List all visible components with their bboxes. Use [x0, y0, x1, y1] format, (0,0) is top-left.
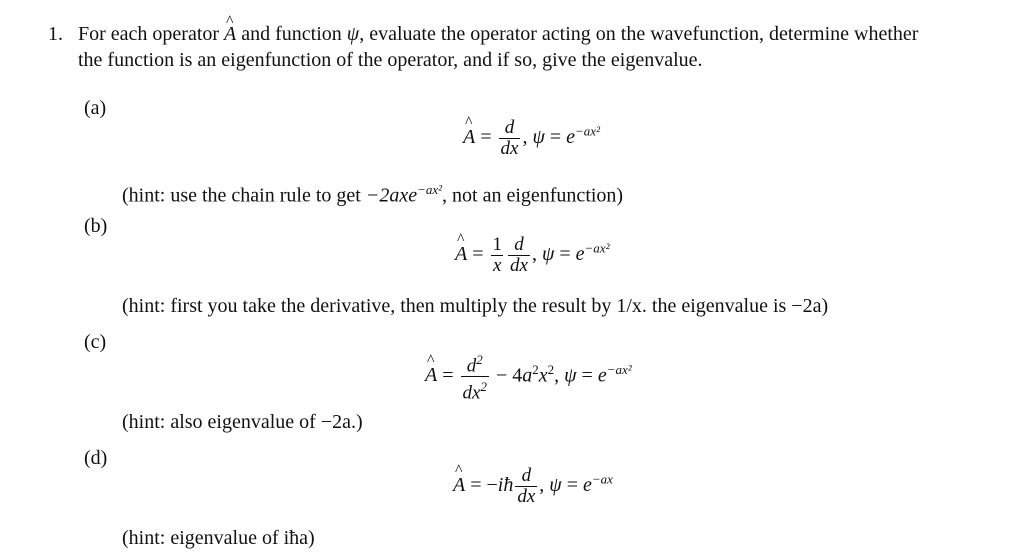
hint-a: (hint: use the chain rule to get −2axe$^{-ax^2}$, not an eigenfunction)	[122, 182, 624, 207]
equation-c: ^ A = $\frac{d^2}{dx^2}$ − $4a^2x^2$, $\psi = e^{-ax^2}$	[425, 350, 632, 404]
equation-d: ^ A = −iħ $\frac{d}{dx}$ , $\psi = e^{-ax}$	[453, 466, 613, 507]
hint-b: (hint: first you take the derivative, then multiply the result by 1/x. the eigenvalue is −2a)	[122, 295, 829, 317]
equation-a: ^ A = $\frac{d}{dx}$ , $\psi = e^{-ax^2}$	[463, 118, 600, 159]
part-label-c: (c)	[84, 331, 107, 353]
problem-text-b: and function	[241, 23, 342, 45]
problem-statement-line-1	[78, 22, 918, 46]
equation-b: ^ A = $\frac{1}{x}$ $\frac{d}{dx}$ , $\psi = e^{-ax^2}$	[455, 235, 609, 276]
problem-text-c: , evaluate the operator acting on the wavefunction, determine whether	[359, 23, 919, 45]
part-label-d: (d)	[84, 447, 108, 469]
hint-c: (hint: also eigenvalue of −2a.)	[122, 411, 363, 433]
psi-symbol: ψ	[346, 23, 360, 45]
operator-symbol: ^ A	[224, 22, 236, 46]
part-label-b: (b)	[84, 215, 108, 237]
problem-number: 1.	[48, 23, 63, 45]
problem-text-a: For each operator	[78, 23, 220, 45]
problem-statement-line-2: the function is an eigenfunction of the operator, and if so, give the eigenvalue.	[78, 49, 703, 71]
hint-d: (hint: eigenvalue of iħa)	[122, 527, 315, 549]
part-label-a: (a)	[84, 97, 107, 119]
